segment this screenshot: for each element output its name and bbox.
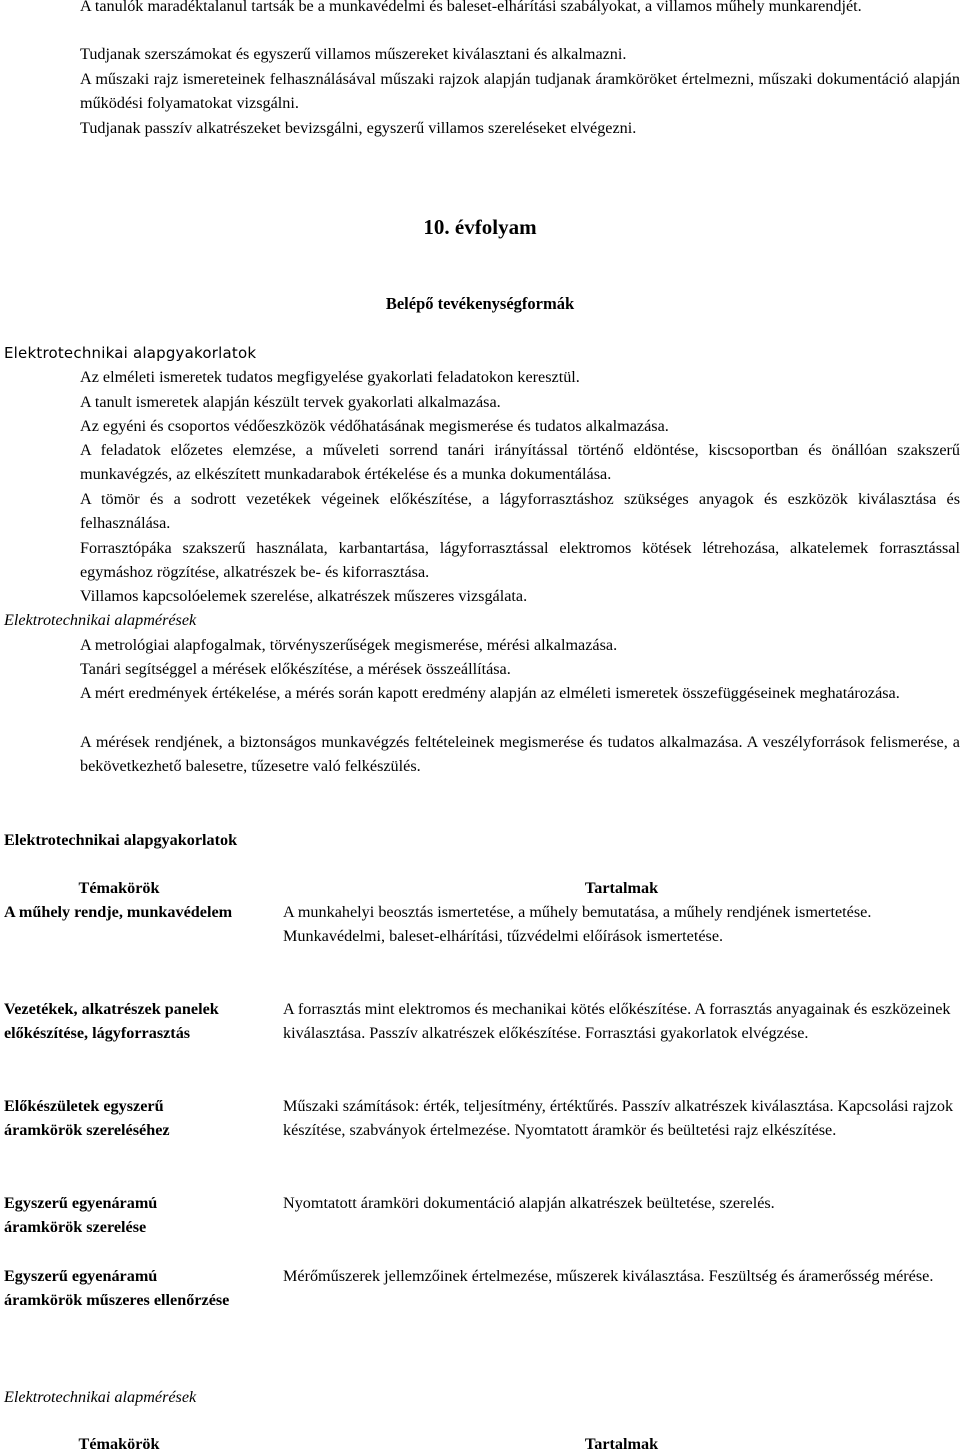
content-cell: Nyomtatott áramköri dokumentáció alapján alkatrészek beültetése, szerelés.: [283, 1194, 775, 1212]
content-cell: A munkahelyi beosztás ismertetése, a műhely bemutatása, a műhely rendjének ismertetése. Munkavédelmi, baleset-elhárítási, tűzvédelmi előírások ismertetése.: [283, 903, 872, 946]
column-header-topics: Témakörök: [78, 879, 160, 897]
column-header-topics: Témakörök: [78, 1435, 160, 1453]
activity-item: A feladatok előzetes elemzése, a műveleti sorrend tanári irányítással történő eldöntése, kiscsoportban és önállóan szakszerű munkavégzés, az elkészített munkadarabok értékelése és a munka dokumentálása.: [80, 441, 960, 484]
activity-item: A mérések rendjének, a biztonságos munkavégzés feltételeinek megismerése és tudatos alkalmazása. A veszélyforrások felismerése, a bekövetkezhető balesetre, tűzesetre való felkészülés.: [80, 733, 960, 776]
content-cell: Műszaki számítások: érték, teljesítmény, értéktűrés. Passzív alkatrészek kiválasztása. Kapcsolási rajzok készítése, szabványok értelmezése. Nyomtatott áramkör és beültetési rajz elkészítése.: [283, 1097, 954, 1140]
activity-item: A metrológiai alapfogalmak, törvényszerűségek megismerése, mérési alkalmazása.: [80, 636, 618, 654]
intro-paragraph: A műszaki rajz ismereteinek felhasználásával műszaki rajzok alapján tudjanak áramköröket értelmezni, műszaki dokumentáció alapján működési folyamatokat vizsgálni.: [80, 70, 960, 113]
activity-item: A tömör és a sodrott vezetékek végeinek előkészítése, a lágyforrasztáshoz szükséges anyagok és eszközök kiválasztása és felhasználása.: [80, 490, 960, 533]
activity-item: Tanári segítséggel a mérések előkészítése, a mérések összeállítása.: [80, 660, 511, 678]
column-header-contents: Tartalmak: [584, 879, 659, 897]
topic-cell: Előkészületek egyszerű áramkörök szereléséhez: [4, 1097, 170, 1140]
intro-paragraph: A tanulók maradéktalanul tartsák be a munkavédelmi és baleset-elhárítási szabályokat, a villamos műhely munkarendjét.: [80, 0, 862, 15]
group-title-alapmeresek: Elektrotechnikai alapmérések: [4, 611, 197, 629]
activity-item: Az elméleti ismeretek tudatos megfigyelése gyakorlati feladatokon keresztül.: [80, 368, 580, 386]
content-cell: Mérőműszerek jellemzőinek értelmezése, műszerek kiválasztása. Feszültség és áramerősség mérése.: [283, 1267, 934, 1285]
intro-paragraph: Tudjanak passzív alkatrészeket bevizsgálni, egyszerű villamos szereléseket elvégezni.: [80, 119, 637, 137]
entry-activities-heading: Belépő tevékenységformák: [385, 294, 575, 313]
topic-cell: A műhely rendje, munkavédelem: [4, 903, 233, 921]
group-title-alapgyakorlatok: Elektrotechnikai alapgyakorlatok: [4, 344, 257, 362]
activity-item: Forrasztópáka szakszerű használata, karbantartása, lágyforrasztással elektromos kötések létrehozása, alkatelemek forrasztással egymáshoz rögzítése, alkatrészek be- és kiforrasztása.: [80, 539, 960, 582]
activity-item: A mért eredmények értékelése, a mérés során kapott eredmény alapján az elméleti ismeretek összefüggéseinek meghatározása.: [80, 684, 900, 702]
year-heading: 10. évfolyam: [423, 215, 537, 239]
column-header-contents: Tartalmak: [584, 1435, 659, 1453]
activity-item: A tanult ismeretek alapján készült tervek gyakorlati alkalmazása.: [80, 393, 501, 411]
section-title-alapgyakorlatok: Elektrotechnikai alapgyakorlatok: [4, 831, 238, 849]
activity-item: Villamos kapcsolóelemek szerelése, alkatrészek műszeres vizsgálata.: [80, 587, 528, 605]
activity-item: Az egyéni és csoportos védőeszközök védőhatásának megismerése és tudatos alkalmazása.: [80, 417, 669, 435]
topic-cell: Egyszerű egyenáramú áramkörök szerelése: [4, 1194, 158, 1237]
topic-cell: Egyszerű egyenáramú áramkörök műszeres ellenőrzése: [4, 1267, 230, 1310]
intro-paragraph: Tudjanak szerszámokat és egyszerű villamos műszereket kiválasztani és alkalmazni.: [80, 45, 627, 63]
content-cell: A forrasztás mint elektromos és mechanikai kötés előkészítése. A forrasztás anyagainak és eszközeinek kiválasztása. Passzív alkatrészek előkészítése. Forrasztási gyakorlatok elvégzése.: [283, 1000, 951, 1043]
topic-cell: Vezetékek, alkatrészek panelek előkészítése, lágyforrasztás: [4, 1000, 219, 1043]
section-title-alapmeresek: Elektrotechnikai alapmérések: [4, 1388, 197, 1406]
